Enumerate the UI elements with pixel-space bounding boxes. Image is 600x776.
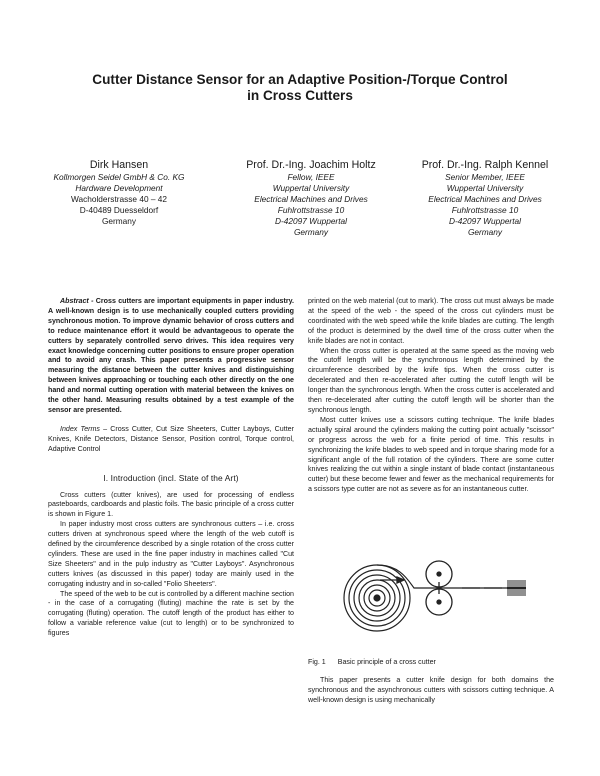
figure-caption-text: Basic principle of a cross cutter	[337, 658, 436, 666]
title-line-2: in Cross Cutters	[247, 88, 353, 103]
abstract-text: Cross cutters are important equipments in paper industry. A well-known design is to use mechanically coupled cutters providing synchronous motion. To improve dynamic behavior of cross cutters and to reduce maintenance effort it would be advantageous to operate the cutters by separately controlled servo drives. This idea requires very exact knowledge concerning cutter positions to ensure proper operation and to avoid any crash. This paper presents a progressive sensor measuring the distance between the cutter knives and distinguishing between knives approaching or touching each other directly on the one hand and normal cutting operation with material between the knives on the other hand. Measuring results obtained by a test example of the sensor are presented.	[48, 297, 294, 414]
abstract-label: Abstract -	[60, 297, 96, 305]
author-address: D-42097 Wuppertal	[449, 216, 521, 226]
figure-cross-cutter	[340, 556, 530, 634]
author-block-1	[20, 158, 218, 227]
author-name: Prof. Dr.-Ing. Joachim Holtz	[246, 159, 376, 171]
paper-title	[40, 72, 560, 104]
author-name: Dirk Hansen	[89, 159, 149, 171]
paper-roll	[344, 565, 410, 631]
body-paragraph: In paper industry most cross cutters are synchronous cutters – i.e. cross cutters driven at synchronous speed where the length of the web cutoff is defined by the circumference described by a single rotation of the cross cutter cylinders. These are used in the fine paper industry in machines called "Cut Size Sheeters" and in the pulp industry as "Cutter Layboys". Asynchronous cutters knives (as discussed in this paper) today are mainly used in the corrugating industry and in so-called "Folio Sheeters".	[48, 520, 294, 588]
author-affiliation: Wuppertal University	[272, 183, 350, 193]
author-affiliation: Hardware Development	[75, 183, 163, 193]
body-paragraph: When the cross cutter is operated at the same speed as the moving web the cutoff length will be the synchronous length determined by the circumference described by the knife tips. When the cross cutter is decelerated and then re-accelerated after cutting the cutoff length will be longer than the synchronous length. When the cross cutter is accelerated and then re-decelerated after cutting the cutoff length will be shorter than the synchronous length.	[308, 346, 554, 414]
title-line-1: Cutter Distance Sensor for an Adaptive Position-/Torque Control	[92, 72, 508, 87]
section-heading: I. Introduction (incl. State of the Art)	[103, 472, 239, 483]
author-address: D-42097 Wuppertal	[275, 216, 347, 226]
index-terms-text: – Cross Cutter, Cut Size Sheeters, Cutter Layboys, Cutter Knives, Knife Detectors, Distance Sensor, Position control, Torque control, Adaptive Control	[48, 424, 294, 453]
author-affiliation: Kollmorgen Seidel GmbH & Co. KG	[53, 172, 185, 182]
right-column	[308, 297, 554, 495]
author-block-2	[212, 158, 410, 238]
body-paragraph: Most cutter knives use a scissors cutting technique. The knife blades actually spiral around the cylinders making the cutting point actually "scissor" or progress across the web for a finite period of time. This results in synchronizing the knife blades to web speed and in torque sharing mode for a significant angle of the full rotation of the cylinders. There are some cutter knives realizing the cut within a single instant of blade contact (instantaneous cutter) but these become fewer and fewer as the mechanical requirements for a scissors type cutter are not as severe as for an instantaneous cutter.	[308, 415, 554, 494]
author-affiliation: Fellow, IEEE	[287, 172, 335, 182]
body-paragraph: The speed of the web to be cut is controlled by a different machine section - in the case of a corrugating (fluting) machine the rate is set by the corrugating (fluting) operation. The cutoff length of the product has either to follow a variable reference value (cut to length) or to be synchronized to figures	[48, 589, 294, 638]
author-address: Germany	[467, 227, 503, 237]
author-block-3	[385, 158, 585, 238]
left-column	[48, 297, 294, 639]
author-address: Germany	[101, 216, 137, 226]
author-affiliation: Electrical Machines and Drives	[254, 194, 368, 204]
index-terms-label: Index Terms	[60, 424, 100, 433]
author-address: Wacholderstrasse 40 – 42	[70, 194, 168, 204]
author-address: D-40489 Duesseldorf	[79, 205, 159, 215]
abstract	[48, 297, 294, 416]
author-address: Germany	[293, 227, 329, 237]
body-paragraph: This paper presents a cutter knife design for both domains the synchronous and the asynchronous cutters with scissors cutting technique. A well-known design is using mechanically	[308, 676, 554, 704]
feed-arrow	[380, 577, 404, 583]
author-name: Prof. Dr.-Ing. Ralph Kennel	[421, 159, 549, 171]
author-address: Fuhlrottstrasse 10	[451, 205, 519, 215]
body-paragraph: Cross cutters (cutter knives), are used for processing of endless pasteboards, cardboards and plastic foils. The basic principle of a cross cutter is shown in Figure 1.	[48, 490, 294, 519]
index-terms	[48, 425, 294, 455]
author-affiliation: Wuppertal University	[446, 183, 524, 193]
figure-caption	[308, 658, 448, 666]
author-affiliation: Senior Member, IEEE	[445, 172, 525, 182]
body-paragraph: printed on the web material (cut to mark). The cross cut must always be made at the speed of the web - the speed of the cross cut cylinders must be coordinated with the web speed while the knife blades are cutting. The length of the product is determined by the dwell time of the cross cutter when the knife blades are not in contact.	[308, 297, 554, 345]
right-column-bottom	[308, 676, 554, 706]
figure-label: Fig. 1	[308, 658, 326, 666]
author-address: Fuhlrottstrasse 10	[277, 205, 345, 215]
author-affiliation: Electrical Machines and Drives	[428, 194, 542, 204]
